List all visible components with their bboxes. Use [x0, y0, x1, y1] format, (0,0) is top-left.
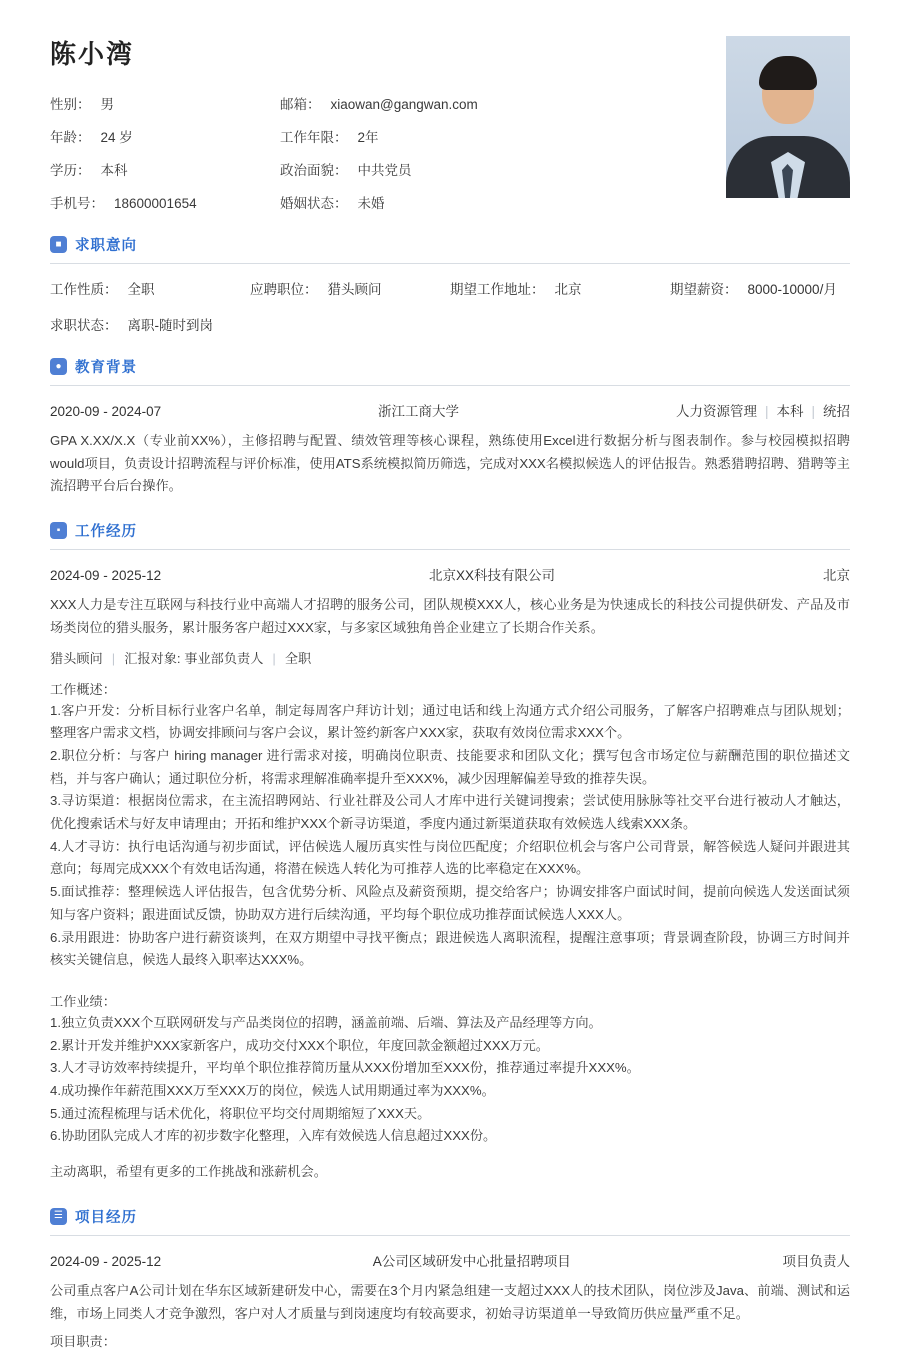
- info-experience-value: 2年: [357, 130, 379, 145]
- briefcase-icon: ■: [50, 236, 67, 253]
- info-email-label: 邮箱：: [280, 97, 321, 112]
- info-gender-label: 性别：: [50, 97, 91, 112]
- work-job-type: 全职: [284, 650, 312, 666]
- spacer: [50, 1148, 850, 1161]
- avatar: [726, 36, 850, 198]
- section-body-job-intent: [50, 264, 850, 334]
- info-phone-value: 18600001654: [114, 196, 197, 211]
- work-company: 北京XX科技有限公司: [429, 568, 556, 584]
- work-achievement-item: 4.成功操作年薪范围XXX万至XXX万的岗位，候选人试用期通过率为XXX%。: [50, 1083, 495, 1099]
- chat-icon: ▪: [50, 522, 67, 539]
- work-achievement-item: 1.独立负责XXX个互联网研发与产品类岗位的招聘，涵盖前端、后端、算法及产品经理等方向。: [50, 1014, 602, 1030]
- graduation-cap-icon: ●: [50, 358, 67, 375]
- section-title-job-intent: 求职意向: [75, 238, 137, 254]
- education-type: 统招: [823, 404, 850, 419]
- work-summary-title: 工作概述：: [50, 681, 116, 697]
- project-description: 公司重点客户A公司计划在华东区域新建研发中心，需要在3个月内紧急组建一支超过XXX人的技术团队，岗位涉及Java、前端、测试和运维，市场上同类人才竞争激烈，客户对人才质量与到岗速度均有较高要求，初始寻访渠道单一导致简历供应量严重不足。: [50, 1282, 850, 1321]
- work-achievement-item: 5.通过流程梳理与话术优化，将职位平均交付周期缩短了XXX天。: [50, 1105, 431, 1121]
- work-achievement-item: 3.人才寻访效率持续提升，平均单个职位推荐简历量从XXX份增加至XXX份，推荐通过率提升XXX%。: [50, 1060, 640, 1076]
- section-body-work: [50, 550, 850, 1184]
- work-entry-line: [50, 564, 850, 584]
- education-entry-line: [50, 400, 850, 420]
- info-political-value: 中共党员: [357, 163, 412, 178]
- divider: |: [272, 650, 276, 666]
- project-duty-title: 项目职责：: [50, 1334, 116, 1350]
- intent-job-type: [50, 278, 250, 298]
- intent-status-value: 离职-随时到岗: [127, 318, 213, 333]
- work-summary-item: 1.客户开发：分析目标行业客户名单，制定每周客户拜访计划；通过电话和线上沟通方式介绍公司服务，了解客户招聘难点与团队规划；整理客户需求文档，协调安排顾问与客户会议，累计签约新客户XXX家，获取有效岗位需求XXX个。: [50, 702, 850, 741]
- intent-location-label: 期望工作地址：: [450, 282, 545, 297]
- education-meta: [676, 400, 850, 420]
- info-age: [50, 126, 280, 146]
- section-job-intent: [50, 234, 850, 334]
- work-achievement-item: 6.协助团队完成人才库的初步数字化整理，入库有效候选人信息超过XXX份。: [50, 1128, 497, 1144]
- project-entry-line: [50, 1250, 850, 1270]
- project-date: 2024-09 - 2025-12: [50, 1253, 162, 1269]
- intent-position: [250, 278, 450, 298]
- project-role: 项目负责人: [782, 1253, 850, 1269]
- section-education: [50, 356, 850, 498]
- info-phone-label: 手机号：: [50, 196, 104, 211]
- header-info: [50, 34, 726, 212]
- list-icon: ☰: [50, 1208, 67, 1225]
- info-marital-label: 婚姻状态：: [280, 196, 348, 211]
- info-phone: [50, 192, 280, 212]
- info-email: [280, 93, 726, 113]
- education-description: GPA X.XX/X.X（专业前XX%），主修招聘与配置、绩效管理等核心课程，熟练使用Excel进行数据分析与图表制作。参与校园模拟招聘would项目，负责设计招聘流程与评价标准，使用ATS系统模拟简历筛选，完成对XXX名模拟候选人的评估报告。熟悉猎聘招聘、猎聘等主流招聘平台后台操作。: [50, 433, 850, 494]
- work-summary-item: 6.录用跟进：协助客户进行薪资谈判，在双方期望中寻找平衡点；跟进候选人离职流程，提醒注意事项；背景调查阶段，协调三方时间并核实关键信息，候选人最终入职率达XXX%。: [50, 929, 850, 968]
- divider: |: [111, 650, 116, 666]
- info-political: [280, 159, 726, 179]
- intent-status: [50, 314, 250, 334]
- info-marital-value: 未婚: [357, 196, 385, 211]
- education-school: 浙江工商大学: [378, 404, 460, 419]
- work-summary-item: 5.面试推荐：整理候选人评估报告，包含优势分析、风险点及薪资预期，提交给客户；协调安排客户面试时间，提前向候选人发送面试须知与客户资料；跟进面试反馈，协助双方进行后续沟通，平均每个职位成功推荐面试候选人XXX人。: [50, 884, 850, 922]
- section-project-experience: [50, 1206, 850, 1350]
- work-meta-line: [50, 648, 850, 667]
- section-title-work: 工作经历: [75, 524, 137, 541]
- info-education-label: 学历：: [50, 163, 91, 178]
- section-header-job-intent: [50, 234, 850, 264]
- work-report-to: 汇报对象: 事业部负责人: [124, 650, 264, 666]
- education-date: 2020-09 - 2024-07: [50, 404, 162, 419]
- intent-location: [450, 278, 670, 298]
- intent-location-value: 北京: [554, 282, 582, 297]
- work-achievement-title: 工作业绩：: [50, 993, 116, 1009]
- info-education-value: 本科: [100, 163, 128, 178]
- section-work-experience: [50, 520, 850, 1184]
- work-summary-item: 2.职位分析：与客户 hiring manager 进行需求对接，明确岗位职责、技能要求和团队文化；撰写包含市场定位与薪酬范围的职位描述文档，并与客户确认；通过职位分析，将需求理解准确率提升至XXX%，减少因理解偏差导致的推荐失误。: [50, 747, 850, 786]
- info-email-value: xiaowan@gangwan.com: [330, 97, 478, 112]
- divider: |: [764, 404, 769, 419]
- section-title-education: 教育背景: [75, 360, 137, 376]
- intent-salary: [670, 278, 850, 298]
- project-name: A公司区域研发中心批量招聘项目: [372, 1253, 571, 1269]
- info-political-label: 政治面貌：: [280, 163, 348, 178]
- intent-position-value: 猎头顾问: [327, 282, 382, 297]
- work-summary-item: 3.寻访渠道：根据岗位需求，在主流招聘网站、行业社群及公司人才库中进行关键词搜索；尝试使用脉脉等社交平台进行被动人才触达，优化搜索话术与好友申请理由；开拓和维护XXX个新寻访渠道，季度内通过新渠道获取有效候选人线索XXX条。: [50, 793, 850, 832]
- intent-salary-label: 期望薪资：: [670, 282, 738, 297]
- info-gender-value: 男: [100, 97, 114, 112]
- work-position: 猎头顾问: [50, 650, 103, 666]
- divider: |: [811, 404, 815, 419]
- section-title-project: 项目经历: [75, 1209, 137, 1226]
- avatar-hair: [759, 56, 817, 90]
- section-header-project: [50, 1206, 850, 1236]
- work-leave-reason: 主动离职，希望有更多的工作挑战和涨薪机会。: [50, 1164, 327, 1180]
- info-experience-label: 工作年限：: [280, 130, 348, 145]
- intent-job-type-value: 全职: [127, 282, 155, 297]
- education-major: 人力资源管理: [675, 404, 757, 419]
- section-header-education: [50, 356, 850, 386]
- work-date: 2024-09 - 2025-12: [50, 568, 162, 584]
- info-age-label: 年龄：: [50, 130, 91, 145]
- info-gender: [50, 93, 280, 113]
- page-title: 陈小湾: [50, 39, 135, 69]
- basic-info-grid: [50, 93, 726, 212]
- work-achievement-item: 2.累计开发并维护XXX家新客户，成功交付XXX个职位，年度回款金额超过XXX万元。: [50, 1037, 549, 1053]
- info-age-value: 24 岁: [100, 130, 133, 145]
- section-header-work: [50, 520, 850, 550]
- intent-status-label: 求职状态：: [50, 318, 118, 333]
- info-education: [50, 159, 280, 179]
- work-location: 北京: [823, 568, 850, 584]
- intent-position-label: 应聘职位：: [250, 282, 318, 297]
- education-degree: 本科: [776, 404, 804, 419]
- intent-salary-value: 8000-10000/月: [747, 282, 837, 297]
- intent-job-type-label: 工作性质：: [50, 282, 118, 297]
- info-marital: [280, 192, 726, 212]
- spacer: [50, 972, 850, 985]
- work-company-intro: XXX人力是专注互联网与科技行业中高端人才招聘的服务公司，团队规模XXX人，核心业务是为快速成长的科技公司提供研发、产品及市场类岗位的猎头服务，累计服务客户超过XXX家，与多家区域独角兽企业建立了长期合作关系。: [50, 597, 850, 635]
- job-intent-grid: [50, 278, 850, 334]
- section-body-education: [50, 386, 850, 498]
- resume-header: [50, 28, 850, 212]
- section-body-project: [50, 1236, 850, 1350]
- work-summary-item: 4.人才寻访：执行电话沟通与初步面试，评估候选人履历真实性与岗位匹配度；介绍职位机会与客户公司背景，解答候选人疑问并跟进其意向；每周完成XXX个有效电话沟通，将潜在候选人转化为可推荐人选的比率稳定在XXX%。: [50, 838, 850, 877]
- info-experience: [280, 126, 726, 146]
